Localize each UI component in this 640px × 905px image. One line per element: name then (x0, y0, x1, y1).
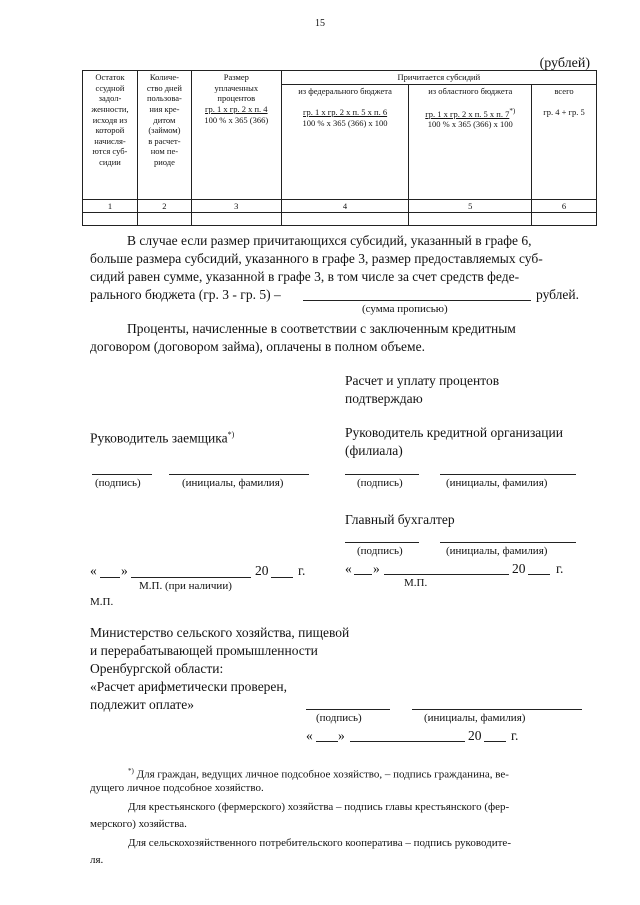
table-cell: 6 (532, 199, 597, 213)
ministry-line4: «Расчет арифметически проверен, (90, 679, 288, 694)
bank-head-line2: (филиала) (345, 443, 403, 458)
ministry-line2: и перерабатывающей промышленности (90, 643, 318, 658)
confirm-line1: Расчет и уплату процентов (345, 373, 500, 388)
table-cell: 5 (409, 199, 532, 213)
accountant-signature-line (345, 541, 419, 543)
para1-line3: сидий равен сумме, указанной в графе 3, в том числе за счет средств феде- (90, 269, 520, 284)
bank-head-name-line (440, 473, 576, 475)
ministry-date-open: « (306, 728, 313, 743)
bank-head-line1: Руководитель кредитной организации (345, 425, 563, 440)
ministry-date-day-line (316, 740, 338, 742)
ministry-line3: Оренбургской области: (90, 661, 224, 676)
ministry-date-year: 20 (468, 728, 482, 743)
col3-header: Размер уплаченных процентов гр. 1 х гр. 2 х п. 4 100 % х 365 (366) (191, 71, 281, 200)
col5-header: из областного бюджета гр. 1 х гр. 2 х п. 5 х п. 7*) 100 % х 365 (366) х 100 (409, 84, 532, 199)
ministry-signature-caption: (подпись) (316, 712, 362, 724)
bank-head-name-caption: (инициалы, фамилия) (446, 477, 548, 489)
left-date-suffix: г. (298, 563, 306, 578)
column-numbers-row (83, 199, 597, 213)
borrower-name-caption: (инициалы, фамилия) (182, 477, 284, 489)
right-date-month-line (384, 573, 509, 575)
col4-header: из федерального бюджета гр. 1 х гр. 2 х п. 5 х п. 6 100 % х 365 (366) х 100 (281, 84, 409, 199)
right-date-suffix: г. (556, 561, 564, 576)
para2-line1: Проценты, начисленные в соответствии с заключенным кредитным (127, 321, 516, 336)
footnote3-line2: ля. (90, 854, 104, 866)
ministry-name-caption: (инициалы, фамилия) (424, 712, 526, 724)
borrower-head-title: Руководитель заемщика*) (90, 430, 235, 446)
ministry-line1: Министерство сельского хозяйства, пищевой (90, 625, 350, 640)
ministry-date-year-line (484, 740, 506, 742)
left-date-day-line (100, 576, 120, 578)
bank-head-signature-line (345, 473, 419, 475)
footnote3-line1: Для сельскохозяйственного потребительского кооператива – подпись руководите- (128, 837, 511, 849)
table-cell: 3 (191, 199, 281, 213)
left-date-year-line (271, 576, 293, 578)
data-row-empty (83, 213, 597, 226)
left-date-close: » (121, 563, 128, 578)
left-date-open: « (90, 563, 97, 578)
right-date-year-line (528, 573, 550, 575)
calculation-table (82, 70, 597, 226)
para1-line2: больше размера субсидий, указанного в графе 3, размер предоставляемых суб- (90, 251, 543, 266)
right-date-day-line (354, 573, 372, 575)
footnote2-line2: мерского) хозяйства. (90, 818, 187, 830)
ministry-date-suffix: г. (511, 728, 519, 743)
right-date-year: 20 (512, 561, 526, 576)
subsidy-header: Причитается субсидий (281, 71, 596, 85)
footnote1-line1: *) Для граждан, ведущих личное подсобное хозяйство, – подпись гражданина, ве- (128, 767, 509, 781)
page-number: 15 (315, 18, 325, 29)
right-date-close: » (373, 561, 380, 576)
accountant-signature-caption: (подпись) (357, 545, 403, 557)
table-cell: 4 (281, 199, 409, 213)
left-date-year: 20 (255, 563, 269, 578)
ministry-signature-line (306, 708, 390, 710)
ministry-date-month-line (350, 740, 465, 742)
right-stamp-mp: М.П. (404, 577, 428, 589)
bank-head-signature-caption: (подпись) (357, 477, 403, 489)
units-label: (рублей) (539, 56, 590, 71)
accountant-name-caption: (инициалы, фамилия) (446, 545, 548, 557)
table-cell: 2 (137, 199, 191, 213)
amount-in-words-caption: (сумма прописью) (362, 303, 448, 315)
accountant-name-line (440, 541, 576, 543)
borrower-signature-line (92, 473, 152, 475)
footnote1-line2: дущего личное подсобное хозяйство. (90, 782, 264, 794)
left-stamp-if-any: М.П. (при наличии) (139, 580, 232, 592)
accountant-title: Главный бухгалтер (345, 512, 455, 527)
ministry-name-line (412, 708, 582, 710)
borrower-name-line (169, 473, 309, 475)
right-date-open: « (345, 561, 352, 576)
table-cell: 1 (83, 199, 138, 213)
para2-line2: договором (договором займа), оплачены в полном объеме. (90, 339, 425, 354)
para1-line4-start: рального бюджета (гр. 3 - гр. 5) – (90, 287, 281, 302)
ministry-date-close: » (338, 728, 345, 743)
amount-in-words-line (303, 299, 531, 301)
borrower-signature-caption: (подпись) (95, 477, 141, 489)
col6-header: всего гр. 4 + гр. 5 (532, 84, 597, 199)
confirm-line2: подтверждаю (345, 391, 423, 406)
ministry-line5: подлежит оплате» (90, 697, 195, 712)
left-date-month-line (131, 576, 251, 578)
footnote2-line1: Для крестьянского (фермерского) хозяйства – подпись главы крестьянского (фер- (128, 801, 510, 813)
col2-header: Количе- ство дней пользова- ния кре- дитом (займом) в расчет- ном пе- риоде (137, 71, 191, 200)
para1-line4-end: рублей. (536, 287, 580, 302)
left-stamp-mp: М.П. (90, 596, 114, 608)
col1-header: Остаток ссудной задол- женности, исходя из которой начисля- ются суб- сидии (83, 71, 138, 200)
para1-line1: В случае если размер причитающихся субсидий, указанный в графе 6, (127, 233, 532, 248)
